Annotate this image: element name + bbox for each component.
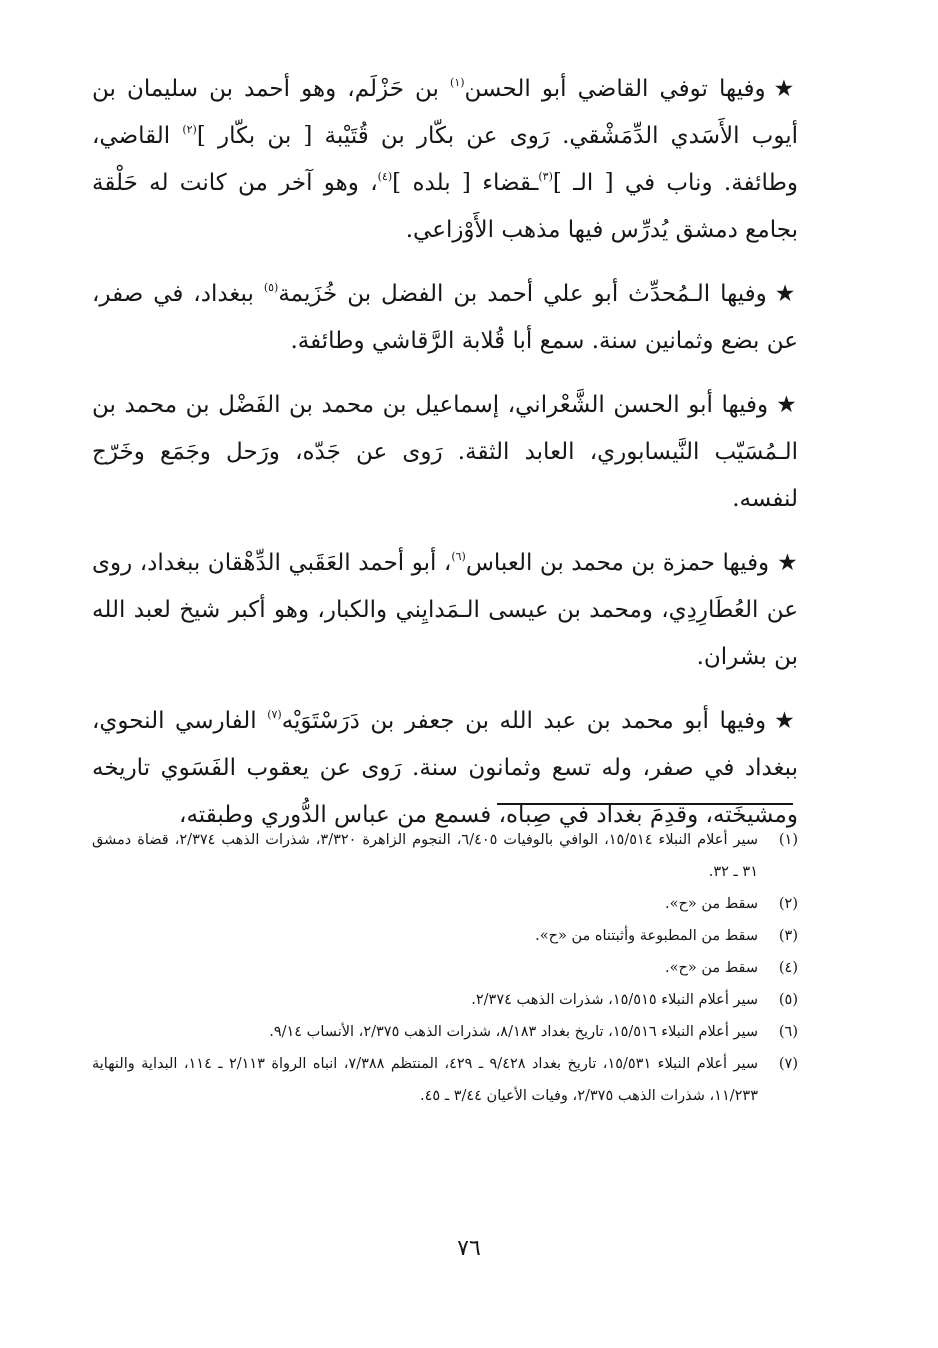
page-number: ٧٦ xyxy=(457,1236,481,1261)
footnote-text: سير أعلام النبلاء ١٥/٥١٥، شذرات الذهب ٢/٣٧٤. xyxy=(471,992,758,1008)
footnote xyxy=(92,1016,798,1048)
footnote-reference: (٣) xyxy=(538,170,553,183)
entry-paragraph xyxy=(92,698,798,839)
star-icon: ★ xyxy=(774,708,798,734)
star-icon: ★ xyxy=(777,550,798,576)
entry-paragraph xyxy=(92,66,798,254)
footnote-reference: (٤) xyxy=(377,170,393,183)
footnote xyxy=(92,824,798,888)
footnote-reference: (٥) xyxy=(263,281,279,294)
footnote-number: (٢) xyxy=(778,896,798,912)
main-text xyxy=(92,66,798,856)
entry-text: القاضي، وطائفة. وناب في [ الـ ] xyxy=(92,123,798,196)
footnote xyxy=(92,952,798,984)
entry-text: ، أبو أحمد العَقَبي الدِّهْقان ببغداد، روى عن العُطَارِدِي، ومحمد بن عيسى الـمَدايِني والكبار، وهو أكبر شيخ لعبد الله بن بشران. xyxy=(92,550,798,670)
footnote-text: سقط من «ح». xyxy=(665,896,758,912)
footnote-number: (٦) xyxy=(778,1024,798,1040)
footnote-number: (١) xyxy=(778,832,798,848)
footnote-text: سير أعلام النبلاء ١٥/٥١٤، الوافي بالوفيات ٦/٤٠٥، النجوم الزاهرة ٣/٣٢٠، شذرات الذهب ٢/٣٧٤، قضاة دمشق ٣١ ـ ٣٢. xyxy=(92,832,758,880)
star-icon: ★ xyxy=(773,76,799,102)
footnote-text: سقط من «ح». xyxy=(665,960,758,976)
footnote-text: سقط من المطبوعة وأثبتناه من «ح». xyxy=(535,928,758,944)
footnote xyxy=(92,984,798,1016)
footnote-reference: (٢) xyxy=(182,123,197,136)
entry-text: وفيها أبو الحسن الشَّعْراني، إسماعيل بن محمد بن الفَضْل بن محمد بن الـمُسَيّب النَّيسابوري، العابد الثقة. رَوى عن جَدّه، ورَحل وجَمَع وخَرّج لنفسه. xyxy=(92,392,798,512)
entry-paragraph xyxy=(92,540,798,681)
footnote-separator xyxy=(497,803,793,805)
entry-text: وفيها توفي القاضي أبو الحسن xyxy=(464,76,766,102)
entry-text: ببغداد، في صفر، عن بضع وثمانين سنة. سمع أبا قُلابة الرَّقاشي وطائفة. xyxy=(92,281,798,354)
footnote-number: (٤) xyxy=(778,960,798,976)
footnote-number: (٥) xyxy=(778,992,798,1008)
entry-paragraph xyxy=(92,271,798,365)
entry-text: بن حَزْلَم، وهو أحمد بن سليمان بن أيوب الأَسَدي الدِّمَشْقي. رَوى عن بكّار بن قُتَيْبة [ بن بكّار ] xyxy=(92,76,798,149)
footnotes xyxy=(92,824,798,1112)
footnote xyxy=(92,920,798,952)
footnote-reference: (٧) xyxy=(267,708,282,721)
entry-paragraph xyxy=(92,382,798,523)
star-icon: ★ xyxy=(774,281,798,307)
star-icon: ★ xyxy=(776,392,799,418)
entry-text: وفيها حمزة بن محمد بن العباس xyxy=(465,550,770,576)
entry-text: الفارسي النحوي، ببغداد في صفر، وله تسع وثمانون سنة. رَوى عن يعقوب الفَسَوي تاريخه ومشيخَته، وقدِمَ بغداد في صِباه، فسمع من عباس الدُّوري وطبقته، xyxy=(92,708,798,828)
entry-text: وفيها أبو محمد بن عبد الله بن جعفر بن دَرَسْتَوَيْه xyxy=(281,708,767,734)
footnote xyxy=(92,888,798,920)
footnote-number: (٣) xyxy=(778,928,798,944)
footnote-reference: (٦) xyxy=(451,550,466,563)
entry-text: ، وهو آخر من كانت له حَلْقة بجامع دمشق يُدرِّس فيها مذهب الأَوْزاعي. xyxy=(92,170,798,243)
footnote-reference: (١) xyxy=(450,76,465,89)
footnote-text: سير أعلام النبلاء ١٥/٥٣١، تاريخ بغداد ٩/٤٢٨ ـ ٤٢٩، المنتظم ٧/٣٨٨، انباه الرواة ٢/١١٣ ـ ١١٤، البداية والنهاية ١١/٢٣٣، شذرات الذهب ٢/٣٧٥، وفيات الأعيان ٣/٤٤ ـ ٤٥. xyxy=(92,1056,758,1104)
footnote xyxy=(92,1048,798,1112)
entry-text: وفيها الـمُحدِّث أبو علي أحمد بن الفضل بن خُزَيمة xyxy=(278,281,767,307)
entry-text: ـقضاء [ بلده ] xyxy=(392,170,539,196)
footnote-text: سير أعلام النبلاء ١٥/٥١٦، تاريخ بغداد ٨/١٨٣، شذرات الذهب ٢/٣٧٥، الأنساب ٩/١٤. xyxy=(269,1024,758,1040)
footnote-number: (٧) xyxy=(778,1056,798,1072)
